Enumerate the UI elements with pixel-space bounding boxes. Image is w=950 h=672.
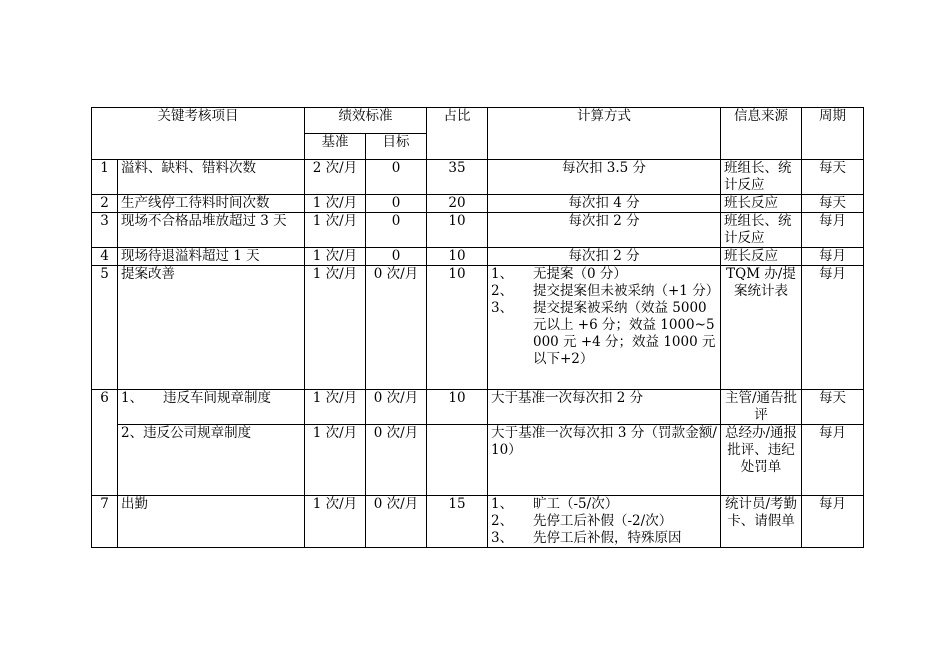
- table-row: [92, 195, 864, 213]
- method-list-number: 2、: [491, 283, 514, 299]
- method-list-number: 1、: [491, 496, 514, 512]
- row-base: 2 次/月: [305, 160, 366, 195]
- row-base: 1 次/月: [305, 425, 366, 496]
- row-base: 1 次/月: [305, 266, 366, 390]
- method-list-item: [491, 513, 717, 530]
- row-target: 0: [366, 195, 427, 213]
- method-list-text: 提交提案被采纳（效益 5000 元以上 +6 分；效益 1000~5000 元 +4 分；效益 1000 元以下+2）: [533, 300, 716, 367]
- item-list-number: 1、: [121, 390, 144, 406]
- row-target: 0: [366, 160, 427, 195]
- method-list-item: [491, 530, 717, 547]
- table-row: [92, 390, 864, 425]
- row-source: TQM 办/提案统计表: [721, 266, 802, 390]
- row-method: 每次扣 2 分: [488, 213, 721, 248]
- method-list-item: [491, 496, 717, 513]
- header-target: 目标: [366, 134, 427, 160]
- row-period: 每月: [802, 213, 864, 248]
- row-item: 生产线停工待料时间次数: [118, 195, 305, 213]
- row-source: 总经办/通报批评、违纪处罚单: [721, 425, 802, 496]
- row-source: 主管/通告批评: [721, 390, 802, 425]
- header-item: 关键考核项目: [92, 108, 305, 160]
- method-list-item: [491, 283, 720, 300]
- row-weight: 10: [427, 266, 488, 390]
- row-method: 每次扣 2 分: [488, 248, 721, 266]
- row-method: [488, 496, 721, 548]
- row-base: 1 次/月: [305, 390, 366, 425]
- row-number: 1: [92, 160, 118, 195]
- row-source: 班长反应: [721, 195, 802, 213]
- row-source: 班长反应: [721, 248, 802, 266]
- row-item: 溢料、缺料、错料次数: [118, 160, 305, 195]
- row-method: 大于基准一次每次扣 2 分: [488, 390, 721, 425]
- item-list-text: 违反车间规章制度: [163, 390, 271, 406]
- row-item: 提案改善: [118, 266, 305, 390]
- method-list-text: 提交提案但未被采纳（+1 分）: [533, 283, 720, 299]
- table-row: [92, 496, 864, 548]
- method-list-text: 旷工（-5/次）: [533, 496, 619, 512]
- method-list-text: 先停工后补假，特殊原因: [533, 530, 682, 546]
- row-target: 0: [366, 213, 427, 248]
- row-target: 0 次/月: [366, 496, 427, 548]
- table-row: [92, 213, 864, 248]
- row-method: 每次扣 3.5 分: [488, 160, 721, 195]
- table-row: [92, 248, 864, 266]
- row-weight: 35: [427, 160, 488, 195]
- row-period: 每月: [802, 425, 864, 496]
- row-number: 4: [92, 248, 118, 266]
- method-list-number: 3、: [491, 300, 514, 316]
- method-list-number: 2、: [491, 513, 514, 529]
- row-base: 1 次/月: [305, 213, 366, 248]
- row-item: 2、违反公司规章制度: [118, 425, 305, 496]
- table-row: [92, 425, 864, 496]
- row-item: 现场不合格品堆放超过 3 天: [118, 213, 305, 248]
- row-target: 0: [366, 248, 427, 266]
- row-base: 1 次/月: [305, 195, 366, 213]
- row-weight: 10: [427, 390, 488, 425]
- header-base: 基准: [305, 134, 366, 160]
- method-list-number: 3、: [491, 530, 514, 546]
- table-row: [92, 160, 864, 195]
- row-item: 出勤: [118, 496, 305, 548]
- item-list-item: [121, 390, 301, 407]
- row-weight: 15: [427, 496, 488, 548]
- row-target: 0 次/月: [366, 425, 427, 496]
- row-period: 每天: [802, 390, 864, 425]
- row-period: 每天: [802, 160, 864, 195]
- method-list-text: 先停工后补假（-2/次）: [533, 513, 673, 529]
- row-weight: 20: [427, 195, 488, 213]
- row-method: [488, 266, 721, 390]
- row-source: 班组长、统计反应: [721, 213, 802, 248]
- row-number: 3: [92, 213, 118, 248]
- row-number: 2: [92, 195, 118, 213]
- row-method: 大于基准一次每次扣 3 分（罚款金额/10）: [488, 425, 721, 496]
- kpi-table: [91, 107, 864, 548]
- row-source: 统计员/考勤卡、请假单: [721, 496, 802, 548]
- row-period: 每月: [802, 266, 864, 390]
- table-row: [92, 266, 864, 390]
- header-method: 计算方式: [488, 108, 721, 160]
- row-base: 1 次/月: [305, 248, 366, 266]
- row-weight: [427, 425, 488, 496]
- row-target: 0 次/月: [366, 266, 427, 390]
- row-weight: 10: [427, 248, 488, 266]
- row-period: 每月: [802, 496, 864, 548]
- row-period: 每天: [802, 195, 864, 213]
- row-weight: 10: [427, 213, 488, 248]
- header-standard: 绩效标准: [305, 108, 427, 134]
- header-weight: 占比: [427, 108, 488, 160]
- row-source: 班组长、统计反应: [721, 160, 802, 195]
- row-period: 每月: [802, 248, 864, 266]
- method-list-text: 无提案（0 分）: [533, 266, 627, 282]
- header-period: 周期: [802, 108, 864, 160]
- row-number: 5: [92, 266, 118, 390]
- header-source: 信息来源: [721, 108, 802, 160]
- row-base: 1 次/月: [305, 496, 366, 548]
- row-item: 现场待退溢料超过 1 天: [118, 248, 305, 266]
- method-list-item: [491, 300, 717, 368]
- row-target: 0 次/月: [366, 390, 427, 425]
- row-item: [118, 390, 305, 425]
- method-list-number: 1、: [491, 266, 514, 282]
- row-method: 每次扣 4 分: [488, 195, 721, 213]
- method-list-item: [491, 266, 717, 283]
- row-number: 7: [92, 496, 118, 548]
- row-number: 6: [92, 390, 118, 496]
